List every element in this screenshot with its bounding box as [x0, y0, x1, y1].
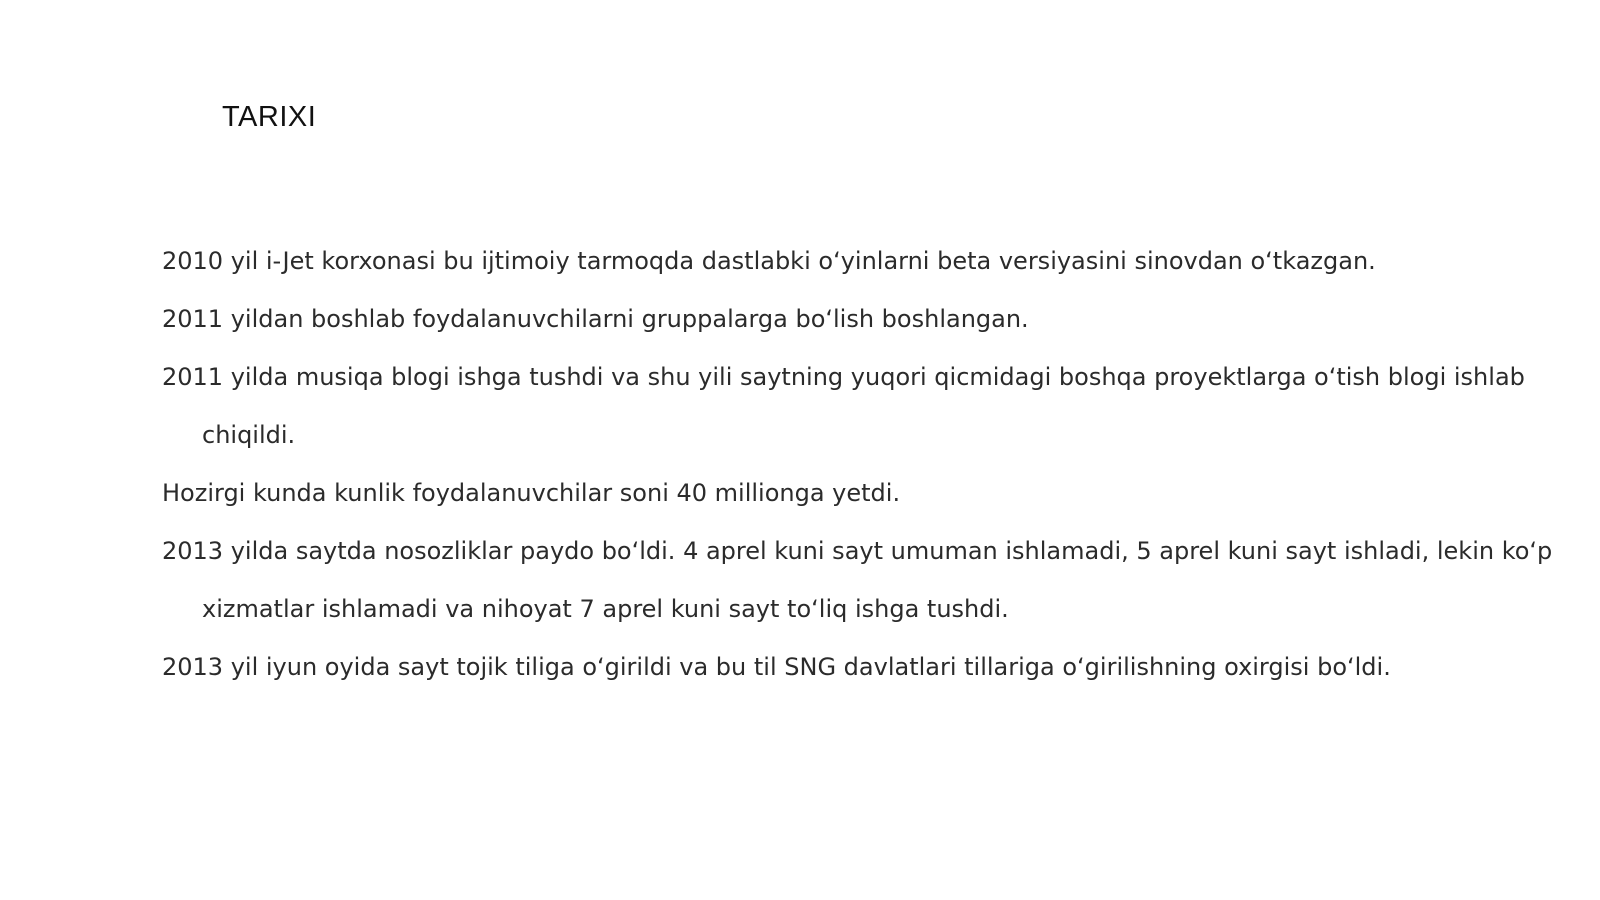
slide-title: TARIXI: [222, 101, 317, 133]
history-paragraph: Hozirgi kunda kunlik foydalanuvchilar soni 40 millionga yetdi.: [162, 479, 901, 507]
history-paragraph: 2011 yilda musiqa blogi ishga tushdi va shu yili saytning yuqori qicmidagi boshqa proyektlarga o‘tish blogi ishlab chiqildi.: [162, 363, 1525, 449]
history-paragraph: 2013 yilda saytda nosozliklar paydo bo‘ldi. 4 aprel kuni sayt umuman ishlamadi, 5 aprel kuni sayt ishladi, lekin ko‘p xizmatlar ishlamadi va nihoyat 7 aprel kuni sayt to‘liq ishga tushdi.: [162, 537, 1553, 623]
history-paragraph: 2011 yildan boshlab foydalanuvchilarni gruppalarga bo‘lish boshlangan.: [162, 305, 1029, 333]
history-list: [162, 232, 1562, 696]
history-paragraph: 2010 yil i-Jet korxonasi bu ijtimoiy tarmoqda dastlabki o‘yinlarni beta versiyasini sinovdan o‘tkazgan.: [162, 247, 1376, 275]
history-paragraph: 2013 yil iyun oyida sayt tojik tiliga o‘girildi va bu til SNG davlatlari tillariga o‘girilishning oxirgisi bo‘ldi.: [162, 653, 1391, 681]
